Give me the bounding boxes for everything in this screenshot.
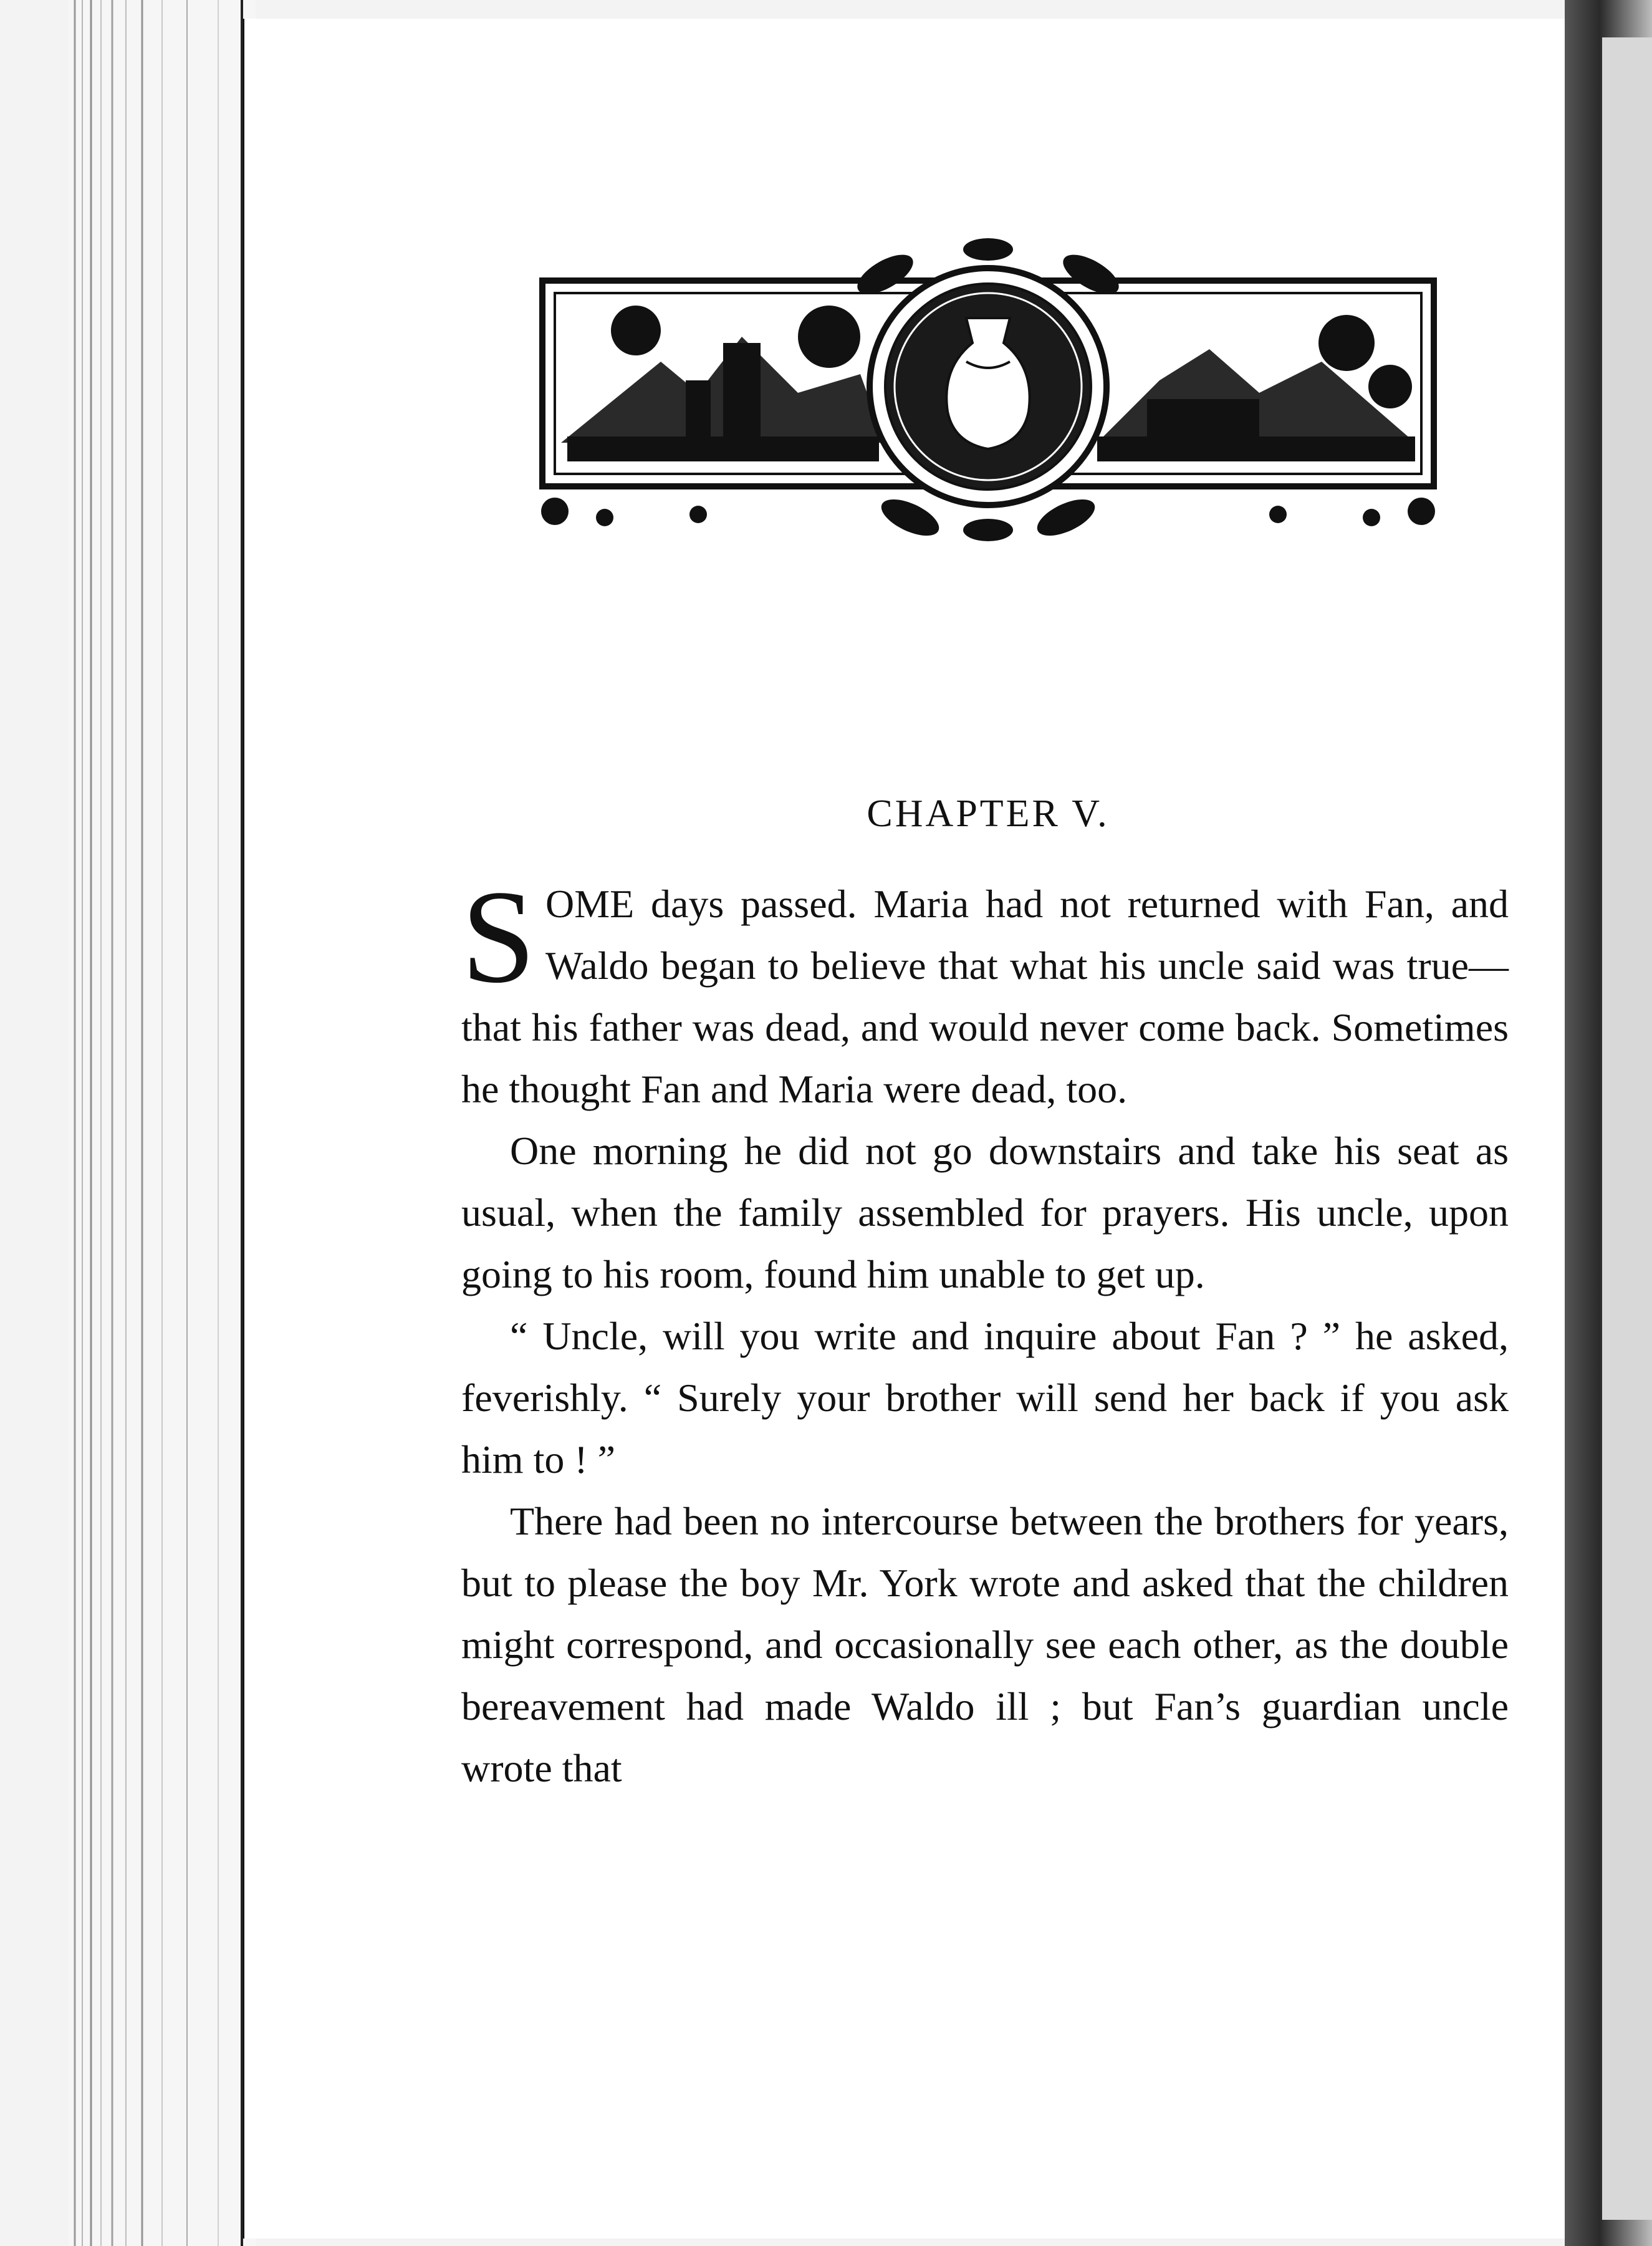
paragraph-1-text: days passed. Maria had not returned with Fan, and Waldo began to believe that what his uncle said was true—that his father was dead, and would never come back. Sometimes he thought Fan and Maria were dead, too. — [461, 882, 1509, 1111]
drop-cap: S — [461, 863, 536, 1011]
paragraph-1 — [461, 863, 1509, 1120]
chapter-body — [461, 863, 1509, 1799]
paragraph-3: “ Uncle, will you write and inquire about Fan ? ” he asked, feverishly. “ Surely your brother will send her back if you ask him to ! ” — [461, 1314, 1509, 1482]
ornamental-headpiece-icon — [536, 237, 1440, 561]
chapter-title: CHAPTER V. — [867, 793, 1110, 835]
next-page-sliver — [1602, 37, 1652, 2220]
opening-small-caps: OME — [545, 882, 635, 926]
stacked-page-edges — [69, 0, 256, 2246]
paragraph-2: One morning he did not go downstairs and take his seat as usual, when the family assembled for prayers. His uncle, upon going to his room, found him unable to get up. — [461, 1129, 1509, 1296]
paragraph-4: There had been no intercourse between the brothers for years, but to please the boy Mr. York wrote and asked that the children might correspond, and occasionally see each other, as the double bereavement had made Waldo ill ; but Fan’s guardian uncle wrote that — [461, 1499, 1509, 1790]
